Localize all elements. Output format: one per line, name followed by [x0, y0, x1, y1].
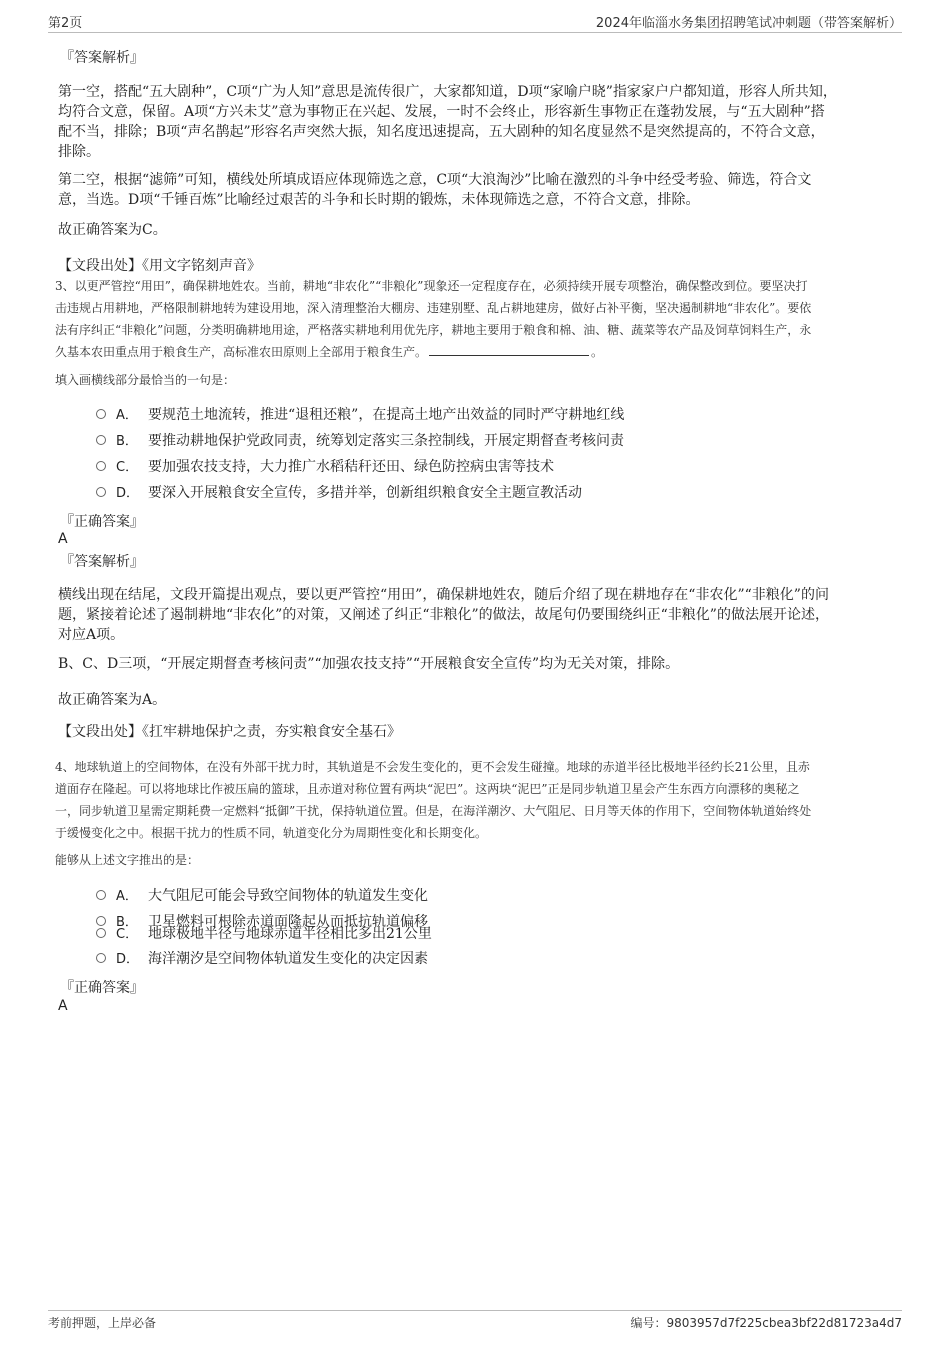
document-title: 2024年临淄水务集团招聘笔试冲刺题（带答案解析）: [595, 16, 902, 31]
q4-option-b[interactable]: B． 卫星燃料可根除赤道面隆起从而抵抗轨道偏移: [96, 912, 428, 933]
q3-option-d[interactable]: D． 要深入开展粮食安全宣传，多措并举，创新组织粮食安全主题宣教活动: [96, 483, 582, 504]
q3-analysis-title: 『答案解析』: [60, 554, 144, 570]
radio-button-icon[interactable]: [96, 435, 106, 445]
q3-passage: 3、以更严管控“用田”，确保耕地姓农。当前，耕地“非农化”“非粮化”现象还一定程度存在，必须持续开展专项整治，确保整改到位。要坚决打 击违规占用耕地，严格限制耕地转为建设用地，深入清理整治大棚房、违建别墅、乱占耕地建房，做好占补平衡，坚决遏制耕地“非农化”。要依 法有序纠正“非粮化”问题，分类明确耕地用途，严格落实耕地利用优先序，耕地主要用于粮食和棉、油、糖、蔬菜等农产品及饲草饲料生产，永 久基本农田重点用于粮食生产，高标准农田原则上全部用于粮食生产。 。: [55, 279, 812, 359]
q3-conclusion: 故正确答案为A。: [58, 692, 167, 708]
q2-analysis-para1: 第一空，搭配“五大剧种”，C项“广为人知”意思是流传很广，大家都知道，D项“家喻户晓”指家家户户都知道，形容人所共知， 均符合文意，保留。A项“方兴未艾”意为事物正在兴起、发展，一时不会终止，形容新生事物正在蓬勃发展，与“五大剧种”搭 配不当，排除；B项“声名鹊起”形容名声突然大振，知名度迅速提高，五大剧种的知名度显然不是突然提高的，不符合文意， 排除。: [58, 84, 837, 160]
document-id: 编号：9803957d7f225cbea3bf22d81723a4d7: [630, 1316, 902, 1330]
q4-prompt: 能够从上述文字推出的是：: [55, 853, 200, 867]
q2-source: 【文段出处】《用文字铭刻声音》: [58, 258, 261, 274]
q4-answer: A: [58, 998, 68, 1014]
radio-button-icon[interactable]: [96, 953, 106, 963]
radio-button-icon[interactable]: [96, 409, 106, 419]
q2-conclusion: 故正确答案为C。: [58, 222, 167, 238]
q2-analysis-title: 『答案解析』: [60, 50, 144, 66]
q3-answer-title: 『正确答案』: [60, 514, 144, 530]
footer-divider: [48, 1310, 902, 1311]
q2-analysis-para2: 第二空，根据“滤筛”可知，横线处所填成语应体现筛选之意，C项“大浪淘沙”比喻在激烈的斗争中经受考验、筛选，符合文 意，当选。D项“千锤百炼”比喻经过艰苦的斗争和长时期的锻炼，未体现筛选之意，不符合文意，排除。: [58, 172, 812, 208]
q3-option-b[interactable]: B． 要推动耕地保护党政同责，统筹划定落实三条控制线，开展定期督查考核问责: [96, 431, 624, 452]
q3-option-a[interactable]: A． 要规范土地流转，推进“退租还粮”，在提高土地产出效益的同时严守耕地红线: [96, 405, 624, 426]
header-divider: [48, 32, 902, 33]
q3-analysis-2: B、C、D三项，“开展定期督查考核问责”“加强农技支持”“开展粮食安全宣传”均为无关对策，排除。: [58, 656, 680, 672]
footer-slogan: 考前押题，上岸必备: [48, 1316, 157, 1330]
q4-answer-title: 『正确答案』: [60, 980, 144, 996]
fill-blank: [429, 343, 589, 356]
radio-button-icon[interactable]: [96, 487, 106, 497]
q3-option-c[interactable]: C． 要加强农技支持，大力推广水稻秸秆还田、绿色防控病虫害等技术: [96, 457, 554, 478]
q4-option-a[interactable]: A． 大气阻尼可能会导致空间物体的轨道发生变化: [96, 886, 428, 907]
radio-button-icon[interactable]: [96, 461, 106, 471]
q3-prompt: 填入画横线部分最恰当的一句是：: [55, 373, 236, 387]
q3-source: 【文段出处】《扛牢耕地保护之责，夯实粮食安全基石》: [58, 724, 401, 740]
q4-option-d[interactable]: D． 海洋潮汐是空间物体轨道发生变化的决定因素: [96, 949, 428, 970]
q3-answer: A: [58, 531, 68, 547]
q4-passage: 4、地球轨道上的空间物体，在没有外部干扰力时，其轨道是不会发生变化的，更不会发生碰撞。地球的赤道半径比极地半径约长21公里，且赤 道面存在隆起。可以将地球比作被压扁的篮球，且赤道对称位置有两块“泥巴”。这两块“泥巴”正是同步轨道卫星会产生东西方向漂移的奥秘之 一，同步轨道卫星需定期耗费一定燃料“抵御”干扰，保持轨道位置。但是，在海洋潮汐、大气阻尼、日月等天体的作用下，空间物体轨道始终处 于缓慢变化之中。根据干扰力的性质不同，轨道变化分为周期性变化和长期变化。: [55, 760, 812, 840]
page-number: 第2页: [48, 16, 83, 31]
radio-button-icon[interactable]: [96, 928, 106, 938]
radio-button-icon[interactable]: [96, 890, 106, 900]
q3-analysis: 横线出现在结尾，文段开篇提出观点，要以更严管控“用田”，确保耕地姓农，随后介绍了现在耕地存在“非农化”“非粮化”的问 题，紧接着论述了遏制耕地“非农化”的对策，又阐述了纠正“非粮化”的做法，故尾句仍要围绕纠正“非粮化”的做法展开论述， 对应A项。: [58, 587, 829, 643]
q4-option-c[interactable]: C． 地球极地半径与地球赤道半径相比多出21公里: [96, 924, 432, 945]
